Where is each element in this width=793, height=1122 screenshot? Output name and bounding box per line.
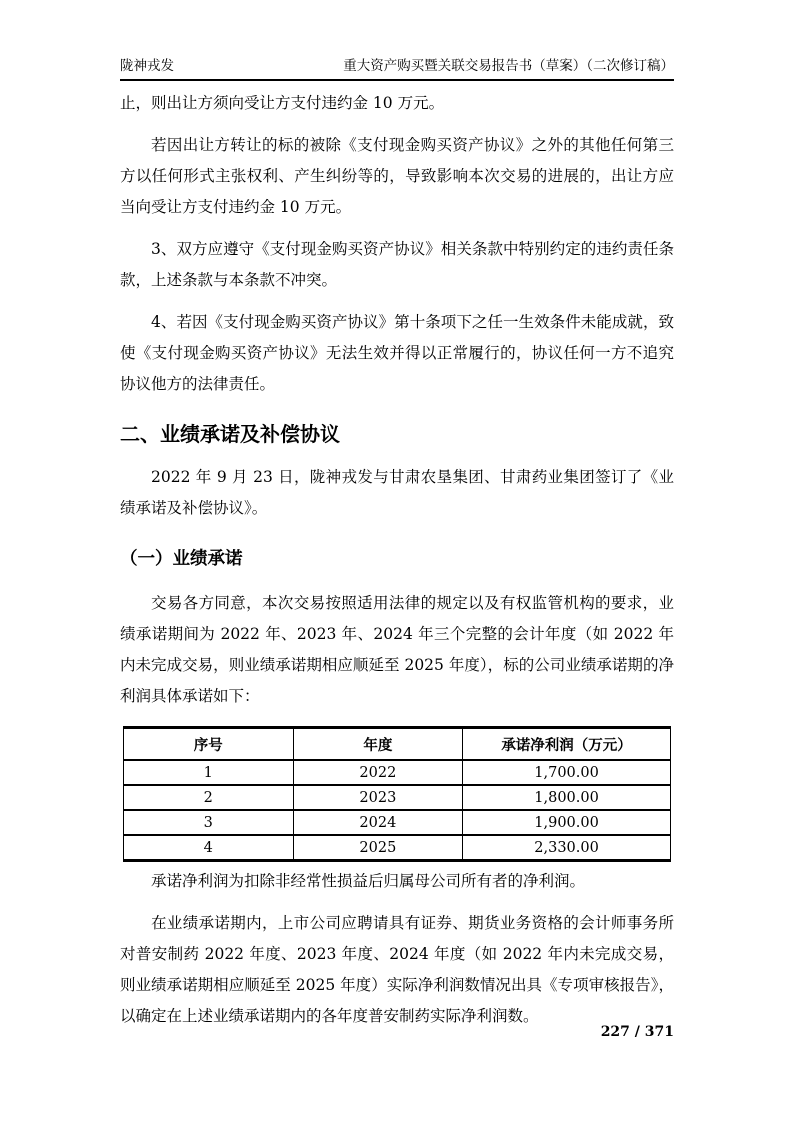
- header-report-title: 重大资产购买暨关联交易报告书（草案）（二次修订稿）: [343, 58, 674, 74]
- table-row: [124, 785, 671, 810]
- table-header-year: 年度: [293, 728, 463, 761]
- table-cell: 2025: [293, 835, 463, 861]
- table-cell: 2023: [293, 785, 463, 810]
- body-paragraph: 在业绩承诺期内，上市公司应聘请具有证券、期货业务资格的会计师事务所对普安制药 2022 年度、2023 年度、2024 年度（如 2022 年内未完成交易，则业绩承诺期相应顺延至 2025 年度）实际净利润数情况出具《专项审核报告》，以确定在上述业绩承诺期内的各年度普安制药实际净利润数。: [120, 914, 674, 1025]
- body-paragraph: 3、双方应遵守《支付现金购买资产协议》相关条款中特别约定的违约责任条款，上述条款与本条款不冲突。: [120, 240, 674, 289]
- table-cell: 1,700.00: [463, 760, 671, 785]
- table-cell: 2,330.00: [463, 835, 671, 861]
- table-row: [124, 810, 671, 835]
- table-cell: 2: [124, 785, 294, 810]
- table-row: [124, 835, 671, 861]
- table-cell: 3: [124, 810, 294, 835]
- table-cell: 1,900.00: [463, 810, 671, 835]
- body-paragraph: 止，则出让方须向受让方支付违约金 10 万元。: [120, 94, 445, 112]
- table-header-serial: 序号: [124, 728, 294, 761]
- table-cell: 1,800.00: [463, 785, 671, 810]
- body-paragraph: 若因出让方转让的标的被除《支付现金购买资产协议》之外的其他任何第三方以任何形式主张权利、产生纠纷等的，导致影响本次交易的进展的，出让方应当向受让方支付违约金 10 万元。: [120, 136, 674, 216]
- table-cell: 4: [124, 835, 294, 861]
- document-body: [120, 88, 674, 1043]
- page-header: [120, 54, 674, 81]
- table-cell: 2022: [293, 760, 463, 785]
- table-cell: 1: [124, 760, 294, 785]
- table-row: [124, 760, 671, 785]
- body-paragraph: 2022 年 9 月 23 日，陇神戎发与甘肃农垦集团、甘肃药业集团签订了《业绩承诺及补偿协议》。: [120, 468, 674, 517]
- section-heading: 二、业绩承诺及补偿协议: [120, 422, 340, 446]
- page-number: 227 / 371: [600, 1024, 674, 1040]
- table-header-row: [124, 728, 671, 761]
- subsection-heading: （一）业绩承诺: [120, 549, 243, 569]
- body-paragraph: 承诺净利润为扣除非经常性损益后归属母公司所有者的净利润。: [151, 872, 586, 890]
- body-paragraph: 交易各方同意，本次交易按照适用法律的规定以及有权监管机构的要求，业绩承诺期间为 2022 年、2023 年、2024 年三个完整的会计年度（如 2022 年内未完成交易，则业绩承诺期相应顺延至 2025 年度），标的公司业绩承诺期的净利润具体承诺如下：: [120, 594, 674, 705]
- body-paragraph: 4、若因《支付现金购买资产协议》第十条项下之任一生效条件未能成就，致使《支付现金购买资产协议》无法生效并得以正常履行的，协议任何一方不追究协议他方的法律责任。: [120, 313, 674, 393]
- table-header-profit: 承诺净利润（万元）: [463, 728, 671, 761]
- table-cell: 2024: [293, 810, 463, 835]
- page-footer: [120, 1024, 674, 1040]
- promised-net-profit-table: [123, 726, 671, 862]
- header-company-name: 陇神戎发: [120, 58, 174, 74]
